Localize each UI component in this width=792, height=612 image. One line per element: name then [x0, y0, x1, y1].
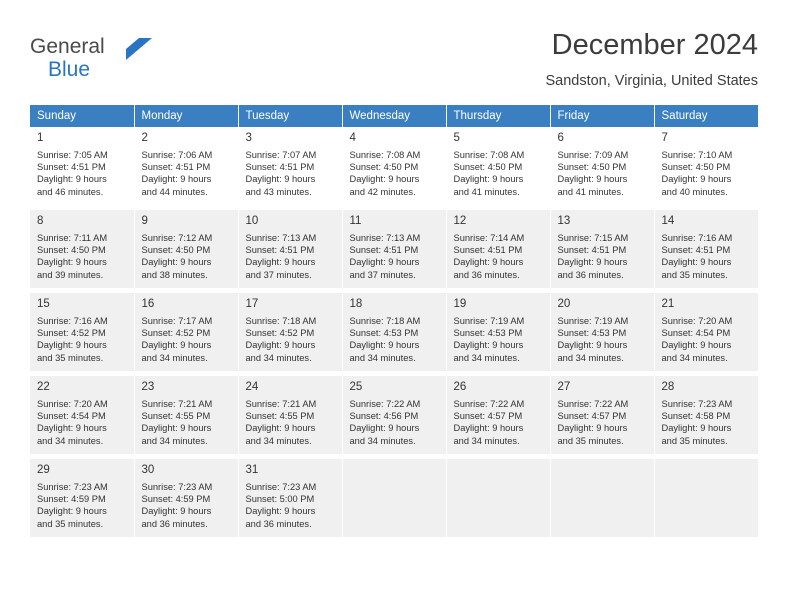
daylight-text-line1: Daylight: 9 hours	[37, 174, 107, 185]
weekday-header-sunday: Sunday	[30, 105, 134, 127]
sunrise-text: Sunrise: 7:17 AM	[141, 316, 213, 326]
daylight-text-line1: Daylight: 9 hours	[245, 506, 316, 517]
sunrise-text: Sunrise: 7:22 AM	[453, 399, 525, 409]
day-cell[interactable]	[30, 376, 134, 454]
daylight-text-line2: and 34 minutes.	[141, 435, 208, 446]
day-cell[interactable]	[654, 293, 758, 371]
day-number: 26	[453, 381, 467, 393]
day-cell[interactable]	[238, 210, 342, 288]
weekday-header-row	[30, 105, 758, 127]
daylight-text-line2: and 37 minutes.	[349, 269, 416, 280]
sunrise-text: Sunrise: 7:16 AM	[661, 233, 733, 243]
day-number: 7	[661, 132, 668, 144]
daylight-text-line1: Daylight: 9 hours	[661, 423, 732, 434]
day-cell[interactable]	[550, 293, 654, 371]
day-cell-empty	[342, 459, 446, 537]
daylight-text-line2: and 34 minutes.	[37, 435, 104, 446]
day-cell[interactable]	[134, 127, 238, 205]
day-cell[interactable]	[30, 127, 134, 205]
day-number: 19	[453, 298, 467, 310]
daylight-text-line1: Daylight: 9 hours	[245, 257, 316, 268]
weekday-header-saturday: Saturday	[654, 105, 758, 127]
flag-icon-inner	[126, 38, 139, 49]
weekday-header-wednesday: Wednesday	[342, 105, 446, 127]
sunrise-text: Sunrise: 7:20 AM	[661, 316, 733, 326]
sunset-text: Sunset: 4:55 PM	[141, 411, 211, 422]
day-cell[interactable]	[134, 376, 238, 454]
daylight-text-line2: and 35 minutes.	[37, 518, 104, 529]
daylight-text-line1: Daylight: 9 hours	[453, 340, 524, 351]
sunrise-text: Sunrise: 7:12 AM	[141, 233, 213, 243]
day-number: 23	[141, 381, 155, 393]
daylight-text-line1: Daylight: 9 hours	[141, 257, 212, 268]
daylight-text-line1: Daylight: 9 hours	[349, 423, 420, 434]
sunrise-text: Sunrise: 7:06 AM	[141, 150, 213, 160]
sunset-text: Sunset: 4:52 PM	[245, 328, 315, 339]
sunset-text: Sunset: 4:55 PM	[245, 411, 315, 422]
day-cell[interactable]	[238, 459, 342, 537]
sunrise-text: Sunrise: 7:10 AM	[661, 150, 733, 160]
daylight-text-line2: and 44 minutes.	[141, 186, 208, 197]
sunset-text: Sunset: 4:57 PM	[557, 411, 627, 422]
day-cell[interactable]	[238, 127, 342, 205]
daylight-text-line2: and 35 minutes.	[557, 435, 624, 446]
daylight-text-line1: Daylight: 9 hours	[349, 340, 420, 351]
daylight-text-line1: Daylight: 9 hours	[557, 257, 628, 268]
daylight-text-line1: Daylight: 9 hours	[245, 174, 316, 185]
day-number: 4	[349, 132, 356, 144]
day-number: 17	[245, 298, 259, 310]
sunset-text: Sunset: 4:50 PM	[141, 245, 211, 256]
day-cell[interactable]	[30, 459, 134, 537]
daylight-text-line1: Daylight: 9 hours	[245, 340, 316, 351]
sunset-text: Sunset: 5:00 PM	[245, 494, 315, 505]
sunset-text: Sunset: 4:51 PM	[557, 245, 627, 256]
sunrise-text: Sunrise: 7:11 AM	[37, 233, 108, 243]
day-number: 12	[453, 215, 467, 227]
day-cell[interactable]	[30, 293, 134, 371]
daylight-text-line2: and 43 minutes.	[245, 186, 312, 197]
day-cell[interactable]	[342, 376, 446, 454]
day-cell[interactable]	[342, 127, 446, 205]
day-number: 8	[37, 215, 44, 227]
daylight-text-line2: and 38 minutes.	[141, 269, 208, 280]
sunrise-text: Sunrise: 7:22 AM	[557, 399, 629, 409]
daylight-text-line2: and 42 minutes.	[349, 186, 416, 197]
weekday-header-monday: Monday	[134, 105, 238, 127]
day-number: 18	[349, 298, 363, 310]
daylight-text-line1: Daylight: 9 hours	[141, 174, 212, 185]
sunrise-text: Sunrise: 7:19 AM	[557, 316, 629, 326]
day-number: 3	[245, 132, 252, 144]
day-number: 16	[141, 298, 155, 310]
sunset-text: Sunset: 4:57 PM	[453, 411, 523, 422]
daylight-text-line2: and 41 minutes.	[557, 186, 624, 197]
daylight-text-line1: Daylight: 9 hours	[661, 257, 732, 268]
sunrise-text: Sunrise: 7:13 AM	[245, 233, 317, 243]
sunset-text: Sunset: 4:50 PM	[37, 245, 106, 256]
sunrise-text: Sunrise: 7:14 AM	[453, 233, 525, 243]
sunrise-text: Sunrise: 7:08 AM	[453, 150, 525, 160]
daylight-text-line2: and 34 minutes.	[557, 352, 624, 363]
daylight-text-line2: and 34 minutes.	[245, 435, 312, 446]
daylight-text-line2: and 36 minutes.	[245, 518, 312, 529]
sunrise-text: Sunrise: 7:07 AM	[245, 150, 317, 160]
daylight-text-line2: and 34 minutes.	[453, 352, 520, 363]
sunrise-text: Sunrise: 7:18 AM	[349, 316, 421, 326]
calendar-week-row	[30, 127, 758, 205]
day-cell[interactable]	[550, 376, 654, 454]
sunset-text: Sunset: 4:51 PM	[245, 245, 315, 256]
sunset-text: Sunset: 4:53 PM	[557, 328, 627, 339]
day-number: 14	[661, 215, 675, 227]
day-cell[interactable]	[342, 210, 446, 288]
day-cell[interactable]	[446, 376, 550, 454]
day-cell[interactable]	[30, 210, 134, 288]
day-number: 29	[37, 464, 50, 476]
sunrise-text: Sunrise: 7:23 AM	[661, 399, 733, 409]
sunset-text: Sunset: 4:53 PM	[349, 328, 419, 339]
day-cell[interactable]	[134, 293, 238, 371]
daylight-text-line2: and 34 minutes.	[245, 352, 312, 363]
calendar-week-row	[30, 459, 758, 537]
sunset-text: Sunset: 4:51 PM	[141, 162, 211, 173]
daylight-text-line2: and 34 minutes.	[661, 352, 728, 363]
daylight-text-line1: Daylight: 9 hours	[37, 423, 107, 434]
sunset-text: Sunset: 4:59 PM	[141, 494, 211, 505]
daylight-text-line2: and 41 minutes.	[453, 186, 520, 197]
daylight-text-line2: and 36 minutes.	[453, 269, 520, 280]
daylight-text-line1: Daylight: 9 hours	[245, 423, 316, 434]
general-blue-logo	[30, 36, 180, 88]
day-number: 22	[37, 381, 50, 393]
sunset-text: Sunset: 4:51 PM	[661, 245, 731, 256]
sunrise-text: Sunrise: 7:23 AM	[141, 482, 213, 492]
sunset-text: Sunset: 4:50 PM	[453, 162, 523, 173]
sunset-text: Sunset: 4:54 PM	[37, 411, 106, 422]
logo-text-general: General	[30, 35, 105, 58]
sunrise-text: Sunrise: 7:16 AM	[37, 316, 108, 326]
sunrise-text: Sunrise: 7:23 AM	[245, 482, 317, 492]
daylight-text-line1: Daylight: 9 hours	[661, 174, 732, 185]
sunrise-text: Sunrise: 7:20 AM	[37, 399, 108, 409]
daylight-text-line1: Daylight: 9 hours	[141, 423, 212, 434]
daylight-text-line1: Daylight: 9 hours	[349, 257, 420, 268]
day-number: 24	[245, 381, 259, 393]
daylight-text-line2: and 36 minutes.	[141, 518, 208, 529]
daylight-text-line2: and 34 minutes.	[453, 435, 520, 446]
sunrise-text: Sunrise: 7:05 AM	[37, 150, 108, 160]
sunset-text: Sunset: 4:51 PM	[453, 245, 523, 256]
sunset-text: Sunset: 4:52 PM	[37, 328, 106, 339]
day-number: 31	[245, 464, 259, 476]
sunset-text: Sunset: 4:51 PM	[349, 245, 419, 256]
daylight-text-line1: Daylight: 9 hours	[37, 506, 107, 517]
daylight-text-line2: and 34 minutes.	[141, 352, 208, 363]
calendar-week-row	[30, 293, 758, 371]
day-cell[interactable]	[238, 293, 342, 371]
day-cell[interactable]	[446, 127, 550, 205]
daylight-text-line1: Daylight: 9 hours	[453, 423, 524, 434]
daylight-text-line2: and 36 minutes.	[557, 269, 624, 280]
day-cell[interactable]	[134, 459, 238, 537]
sunset-text: Sunset: 4:51 PM	[37, 162, 106, 173]
daylight-text-line2: and 37 minutes.	[245, 269, 312, 280]
daylight-text-line1: Daylight: 9 hours	[557, 174, 628, 185]
daylight-text-line1: Daylight: 9 hours	[661, 340, 732, 351]
sunset-text: Sunset: 4:56 PM	[349, 411, 419, 422]
sunset-text: Sunset: 4:50 PM	[349, 162, 419, 173]
daylight-text-line2: and 35 minutes.	[661, 269, 728, 280]
daylight-text-line1: Daylight: 9 hours	[37, 257, 107, 268]
weekday-header-friday: Friday	[550, 105, 654, 127]
daylight-text-line1: Daylight: 9 hours	[453, 174, 524, 185]
day-number: 1	[37, 132, 44, 144]
sunset-text: Sunset: 4:52 PM	[141, 328, 211, 339]
daylight-text-line1: Daylight: 9 hours	[37, 340, 107, 351]
sunrise-text: Sunrise: 7:09 AM	[557, 150, 629, 160]
daylight-text-line2: and 34 minutes.	[349, 352, 416, 363]
day-number: 5	[453, 132, 460, 144]
daylight-text-line2: and 40 minutes.	[661, 186, 728, 197]
day-number: 25	[349, 381, 363, 393]
calendar-table	[30, 105, 758, 537]
sunset-text: Sunset: 4:51 PM	[245, 162, 315, 173]
day-number: 13	[557, 215, 571, 227]
day-number: 15	[37, 298, 50, 310]
sunrise-text: Sunrise: 7:21 AM	[141, 399, 213, 409]
location-subtitle: Sandston, Virginia, United States	[545, 73, 758, 89]
sunrise-text: Sunrise: 7:15 AM	[557, 233, 629, 243]
day-number: 30	[141, 464, 155, 476]
day-cell-empty	[446, 459, 550, 537]
day-number: 21	[661, 298, 675, 310]
day-cell[interactable]	[550, 210, 654, 288]
sunrise-text: Sunrise: 7:21 AM	[245, 399, 317, 409]
daylight-text-line1: Daylight: 9 hours	[557, 423, 628, 434]
sunrise-text: Sunrise: 7:19 AM	[453, 316, 525, 326]
calendar-week-row	[30, 210, 758, 288]
day-cell[interactable]	[550, 127, 654, 205]
logo-text-blue: Blue	[48, 58, 91, 81]
daylight-text-line2: and 46 minutes.	[37, 186, 104, 197]
day-number: 10	[245, 215, 259, 227]
day-cell[interactable]	[654, 376, 758, 454]
page-header	[30, 28, 758, 98]
day-number: 9	[141, 215, 148, 227]
day-cell[interactable]	[654, 210, 758, 288]
day-cell[interactable]	[654, 127, 758, 205]
day-number: 27	[557, 381, 571, 393]
daylight-text-line1: Daylight: 9 hours	[349, 174, 420, 185]
sunrise-text: Sunrise: 7:23 AM	[37, 482, 108, 492]
daylight-text-line1: Daylight: 9 hours	[141, 340, 212, 351]
weekday-header-thursday: Thursday	[446, 105, 550, 127]
daylight-text-line1: Daylight: 9 hours	[141, 506, 212, 517]
sunset-text: Sunset: 4:50 PM	[661, 162, 731, 173]
day-number: 20	[557, 298, 571, 310]
day-cell[interactable]	[446, 210, 550, 288]
daylight-text-line2: and 35 minutes.	[37, 352, 104, 363]
sunset-text: Sunset: 4:58 PM	[661, 411, 731, 422]
sunset-text: Sunset: 4:59 PM	[37, 494, 106, 505]
sunset-text: Sunset: 4:50 PM	[557, 162, 627, 173]
sunrise-text: Sunrise: 7:13 AM	[349, 233, 421, 243]
sunrise-text: Sunrise: 7:18 AM	[245, 316, 317, 326]
weekday-header-tuesday: Tuesday	[238, 105, 342, 127]
day-number: 28	[661, 381, 675, 393]
day-cell-empty	[550, 459, 654, 537]
sunrise-text: Sunrise: 7:22 AM	[349, 399, 421, 409]
calendar-week-row	[30, 376, 758, 454]
sunrise-text: Sunrise: 7:08 AM	[349, 150, 421, 160]
day-cell[interactable]	[446, 293, 550, 371]
page-title: December 2024	[551, 29, 758, 61]
sunset-text: Sunset: 4:54 PM	[661, 328, 731, 339]
daylight-text-line2: and 39 minutes.	[37, 269, 104, 280]
day-number: 6	[557, 132, 564, 144]
day-cell[interactable]	[342, 293, 446, 371]
daylight-text-line1: Daylight: 9 hours	[557, 340, 628, 351]
sunset-text: Sunset: 4:53 PM	[453, 328, 523, 339]
title-block	[545, 28, 758, 90]
daylight-text-line2: and 34 minutes.	[349, 435, 416, 446]
day-cell[interactable]	[134, 210, 238, 288]
day-number: 11	[349, 215, 362, 227]
daylight-text-line1: Daylight: 9 hours	[453, 257, 524, 268]
daylight-text-line2: and 35 minutes.	[661, 435, 728, 446]
day-cell[interactable]	[238, 376, 342, 454]
day-cell-empty	[654, 459, 758, 537]
day-number: 2	[141, 132, 148, 144]
